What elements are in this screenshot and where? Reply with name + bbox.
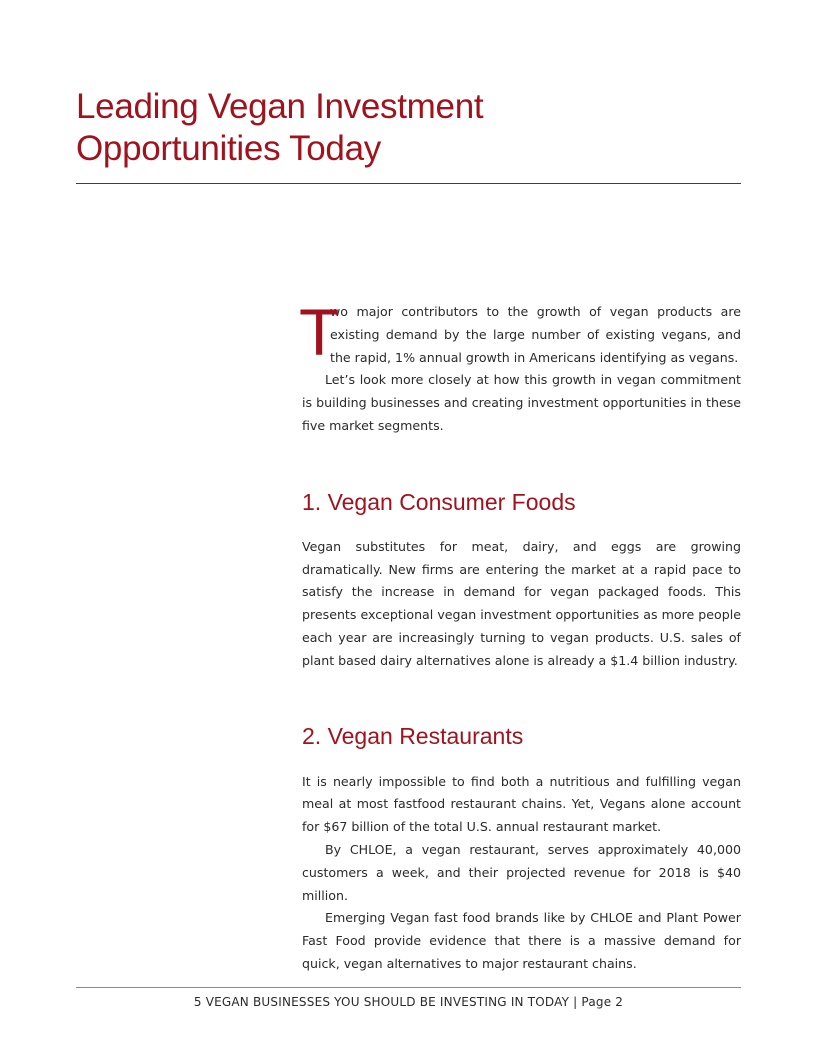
section-heading-restaurants: 2. Vegan Restaurants <box>302 722 524 749</box>
title-divider <box>76 183 741 184</box>
page-title-line-2: Opportunities Today <box>76 129 381 168</box>
footer-divider <box>76 987 741 988</box>
intro-paragraph-text: wo major contributors to the growth of vegan products are existing demand by the large number of existing vegans, and the rapid, 1% annual growth in Americans identifying as vegans. <box>330 304 741 365</box>
intro-paragraph <box>299 295 741 369</box>
section-paragraph: Emerging Vegan fast food brands like by CHLOE and Plant Power Fast Food provide evidence that there is a massive demand for quick, vegan alternatives to major restaurant chains. <box>302 910 741 971</box>
page-title <box>76 86 736 170</box>
page-footer: 5 VEGAN BUSINESSES YOU SHOULD BE INVESTING IN TODAY | Page 2 <box>193 995 624 1009</box>
main-content <box>299 295 741 976</box>
section-paragraph: Vegan substitutes for meat, dairy, and eggs are growing dramatically. New firms are entering the market at a rapid pace to satisfy the increase in demand for vegan packaged foods. This presents exceptional vegan investment opportunities as more people each year are increasingly turning to vegan products. U.S. sales of plant based dairy alternatives alone is already a $1.4 billion industry. <box>302 538 741 668</box>
intro-paragraph-2: Let’s look more closely at how this growth in vegan commitment is building businesses and creating investment opportunities in these five market segments. <box>302 372 741 433</box>
page-title-line-1: Leading Vegan Investment <box>76 87 484 126</box>
section-paragraph: By CHLOE, a vegan restaurant, serves approximately 40,000 customers a week, and their projected revenue for 2018 is $40 million. <box>302 841 741 903</box>
section-paragraph: It is nearly impossible to find both a nutritious and fulfilling vegan meal at most fastfood restaurant chains. Yet, Vegans alone account for $67 billion of the total U.S. annual restaurant market. <box>302 773 741 835</box>
drop-cap: T <box>299 295 340 369</box>
section-heading-consumer-foods: 1. Vegan Consumer Foods <box>302 488 576 515</box>
